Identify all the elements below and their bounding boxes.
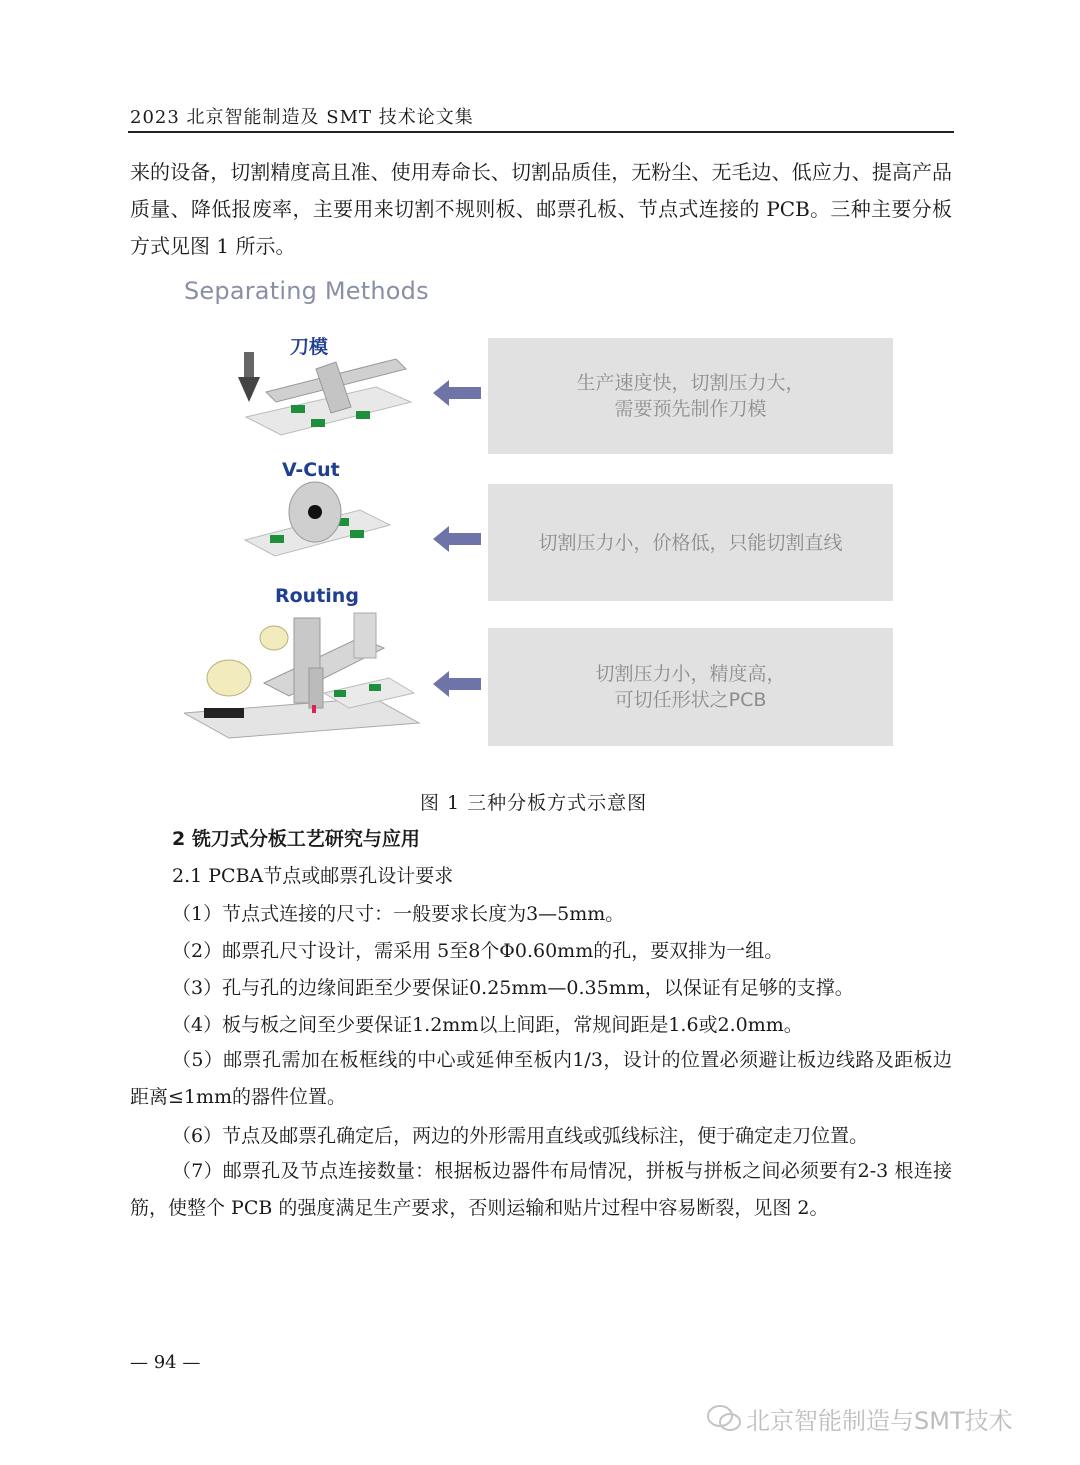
subsection-heading: 2.1 PCBA节点或邮票孔设计要求 [172, 865, 454, 887]
desc-routing-line-2: 可切任形状之PCB [614, 689, 767, 711]
die-cutting-illustration [236, 347, 416, 442]
list-item: （2）邮票孔尺寸设计，需采用 5至8个Φ0.60mm的孔，要双排为一组。 [172, 940, 784, 962]
list-item: （1）节点式连接的尺寸：一般要求长度为3—5mm。 [172, 903, 625, 925]
intro-paragraph: 来的设备，切割精度高且准、使用寿命长、切割品质佳，无粉尘、无毛边、低应力、提高产品质量、降低报废率，主要用来切割不规则板、邮票孔板、节点式连接的 PCB。三种主要分板方式见图 1 所示。 [130, 160, 952, 258]
desc-die-line-2: 需要预先制作刀模 [614, 398, 767, 420]
section-heading: 2 铣刀式分板工艺研究与应用 [172, 828, 420, 850]
list-item: （6）节点及邮票孔确定后，两边的外形需用直线或弧线标注，便于确定走刀位置。 [172, 1125, 869, 1147]
running-header: 2023 北京智能制造及 SMT 技术论文集 [130, 107, 474, 128]
list-item: （7）邮票孔及节点连接数量：根据板边器件布局情况，拼板与拼板之间必须要有2-3 根连接筋，使整个 PCB 的强度满足生产要求，否则运输和贴片过程中容易断裂，见图 2。 [130, 1160, 952, 1219]
arrow-left-icon [433, 671, 483, 697]
header-divider [128, 131, 954, 133]
method-label-routing: Routing [275, 585, 359, 607]
desc-box-die [488, 338, 893, 454]
figure-title: Separating Methods [184, 277, 429, 305]
desc-die-line-1: 生产速度快，切割压力大， [576, 372, 805, 394]
desc-vcut-line-1: 切割压力小，价格低，只能切割直线 [538, 531, 843, 554]
desc-box-vcut [488, 484, 893, 601]
routing-illustration [184, 608, 424, 743]
watermark [706, 1401, 1013, 1436]
figure-separating-methods [178, 275, 908, 765]
watermark-text: 北京智能制造与SMT技术 [746, 1407, 1013, 1435]
wechat-icon [706, 1404, 742, 1434]
method-label-die: 刀模 [290, 336, 329, 358]
list-item: （5）邮票孔需加在板框线的中心或延伸至板内1/3，设计的位置必须避让板边线路及距板边距离≤1mm的器件位置。 [130, 1049, 952, 1108]
page-number: — 94 — [130, 1352, 201, 1373]
arrow-left-icon [433, 526, 483, 552]
arrow-left-icon [433, 380, 483, 406]
vcut-illustration [240, 480, 400, 560]
list-item: （3）孔与孔的边缘间距至少要保证0.25mm—0.35mm，以保证有足够的支撑。 [172, 977, 854, 999]
list-item: （4）板与板之间至少要保证1.2mm以上间距，常规间距是1.6或2.0mm。 [172, 1014, 803, 1036]
figure-caption: 图 1 三种分板方式示意图 [420, 792, 648, 814]
desc-box-routing [488, 628, 893, 746]
method-label-vcut: V-Cut [282, 459, 340, 481]
desc-routing-line-1: 切割压力小，精度高， [595, 663, 786, 685]
